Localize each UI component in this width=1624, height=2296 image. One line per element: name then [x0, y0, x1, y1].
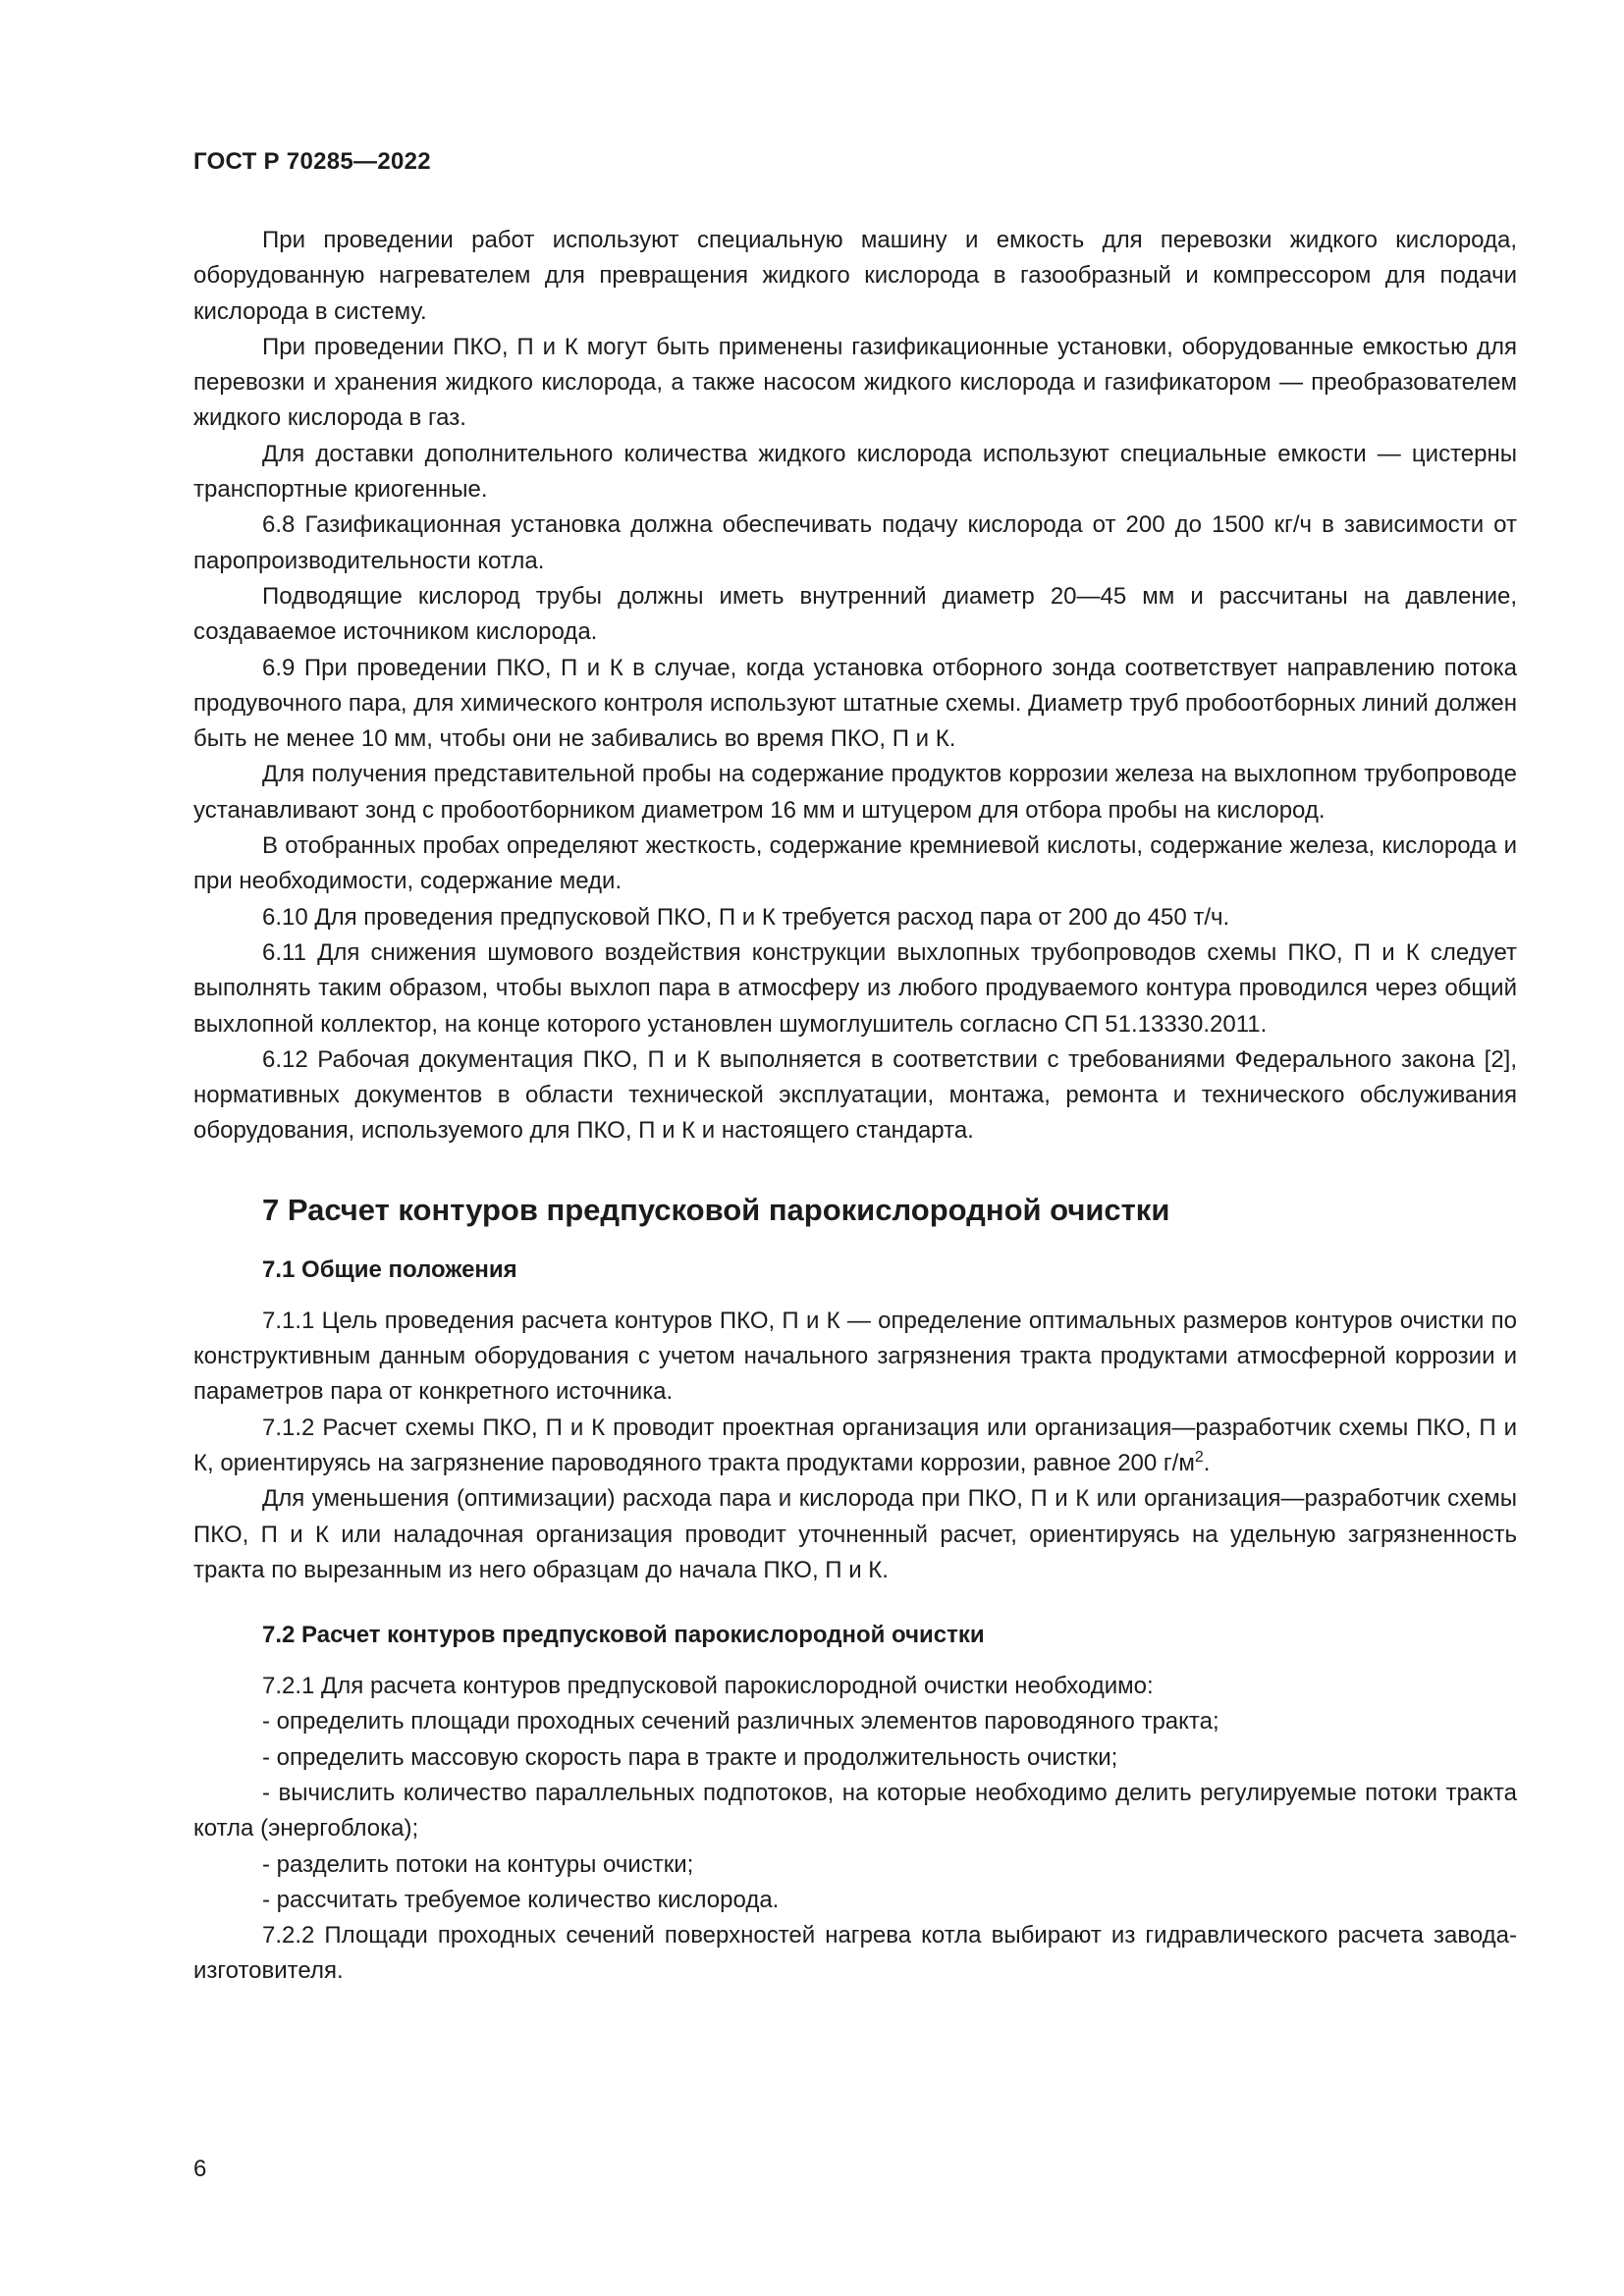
paragraph: В отобранных пробах определяют жесткость, содержание кремниевой кислоты, содержание железа, кислорода и при необходимости, содержание меди.: [193, 832, 1517, 895]
standard-code-header: ГОСТ Р 70285—2022: [193, 148, 431, 175]
clause-6-9: 6.9 При проведении ПКО, П и К в случае, когда установка отборного зонда соответствует направлению потока продувочного пара, для химического контроля используют штатные схемы. Диаметр труб пробоотборных линий должен быть не менее 10 мм, чтобы они не забивались во время ПКО, П и К.: [193, 654, 1517, 753]
list-item: - разделить потоки на контуры очистки;: [262, 1850, 694, 1878]
list-item: - определить площади проходных сечений различных элементов пароводяного тракта;: [262, 1708, 1219, 1735]
superscript-exponent: 2: [1194, 1448, 1204, 1466]
page-number: 6: [193, 2156, 207, 2182]
section-7-title: 7 Расчет контуров предпусковой парокислородной очистки: [262, 1192, 1170, 1227]
paragraph: Для получения представительной пробы на содержание продуктов коррозии железа на выхлопном трубопроводе устанавливают зонд с пробоотборником диаметром 16 мм и штуцером для отбора пробы на кислород.: [193, 761, 1517, 824]
subsection-7-1-title: 7.1 Общие положения: [262, 1255, 517, 1283]
clause-7-2-1: 7.2.1 Для расчета контуров предпусковой парокислородной очистки необходимо:: [262, 1673, 1154, 1700]
list-item: - рассчитать требуемое количество кислорода.: [262, 1886, 780, 1913]
paragraph: Подводящие кислород трубы должны иметь внутренний диаметр 20—45 мм и рассчитаны на давление, создаваемое источником кислорода.: [193, 582, 1517, 646]
paragraph: При проведении ПКО, П и К могут быть применены газификационные установки, оборудованные емкостью для перевозки и хранения жидкого кислорода, а также насосом жидкого кислорода и газификатором — преобразователем жидкого кислорода в газ.: [193, 333, 1517, 432]
clause-6-12: 6.12 Рабочая документация ПКО, П и К выполняется в соответствии с требованиями Федерального закона [2], нормативных документов в области технической эксплуатации, монтажа, ремонта и технического обслуживания оборудования, используемого для ПКО, П и К и настоящего стандарта.: [193, 1045, 1517, 1145]
paragraph: При проведении работ используют специальную машину и емкость для перевозки жидкого кислорода, оборудованную нагревателем для превращения жидкого кислорода в газообразный и компрессором для подачи кислорода в систему.: [193, 227, 1517, 325]
clause-7-1-2: [193, 1411, 1517, 1482]
paragraph: Для доставки дополнительного количества жидкого кислорода используют специальные емкости — цистерны транспортные криогенные.: [193, 440, 1517, 504]
section-6-continuation: [193, 223, 1517, 1149]
paragraph: Для уменьшения (оптимизации) расхода пара и кислорода при ПКО, П и К или организация—разработчик схемы ПКО, П и К или наладочная организация проводит уточненный расчет, ориентируясь на удельную загрязненность тракта по вырезанным из него образцам до начала ПКО, П и К.: [193, 1485, 1517, 1583]
subsection-7-2-title: 7.2 Расчет контуров предпусковой парокислородной очистки: [262, 1622, 985, 1649]
list-item: - вычислить количество параллельных подпотоков, на которые необходимо делить регулируемые потоки тракта котла (энергоблока);: [193, 1779, 1517, 1842]
clause-7-1-2-text: 7.1.2 Расчет схемы ПКО, П и К проводит проектная организация или организация—разработчик схемы ПКО, П и К, ориентируясь на загрязнение пароводяного тракта продуктами коррозии, равное 200 г/м: [193, 1414, 1517, 1476]
clause-6-8: 6.8 Газификационная установка должна обеспечивать подачу кислорода от 200 до 1500 кг/ч в зависимости от паропроизводительности котла.: [193, 511, 1517, 574]
clause-6-11: 6.11 Для снижения шумового воздействия конструкции выхлопных трубопроводов схемы ПКО, П и К следует выполнять таким образом, чтобы выхлоп пара в атмосферу из любого продуваемого контура проводился через общий выхлопной коллектор, на конце которого установлен шумоглушитель согласно СП 51.13330.2011.: [193, 938, 1517, 1038]
clause-7-2-2: 7.2.2 Площади проходных сечений поверхностей нагрева котла выбирают из гидравлического расчета завода-изготовителя.: [193, 1922, 1517, 1985]
clause-7-1-1: 7.1.1 Цель проведения расчета контуров ПКО, П и К — определение оптимальных размеров контуров очистки по конструктивным данным оборудования с учетом начального загрязнения тракта продуктами атмосферной коррозии и параметров пара от конкретного источника.: [193, 1307, 1517, 1406]
clause-6-10: 6.10 Для проведения предпусковой ПКО, П и К требуется расход пара от 200 до 450 т/ч.: [262, 903, 1230, 931]
list-item: - определить массовую скорость пара в тракте и продолжительность очистки;: [262, 1743, 1118, 1771]
document-page: [193, 147, 1517, 1990]
clause-7-1-2-end: .: [1203, 1449, 1211, 1476]
